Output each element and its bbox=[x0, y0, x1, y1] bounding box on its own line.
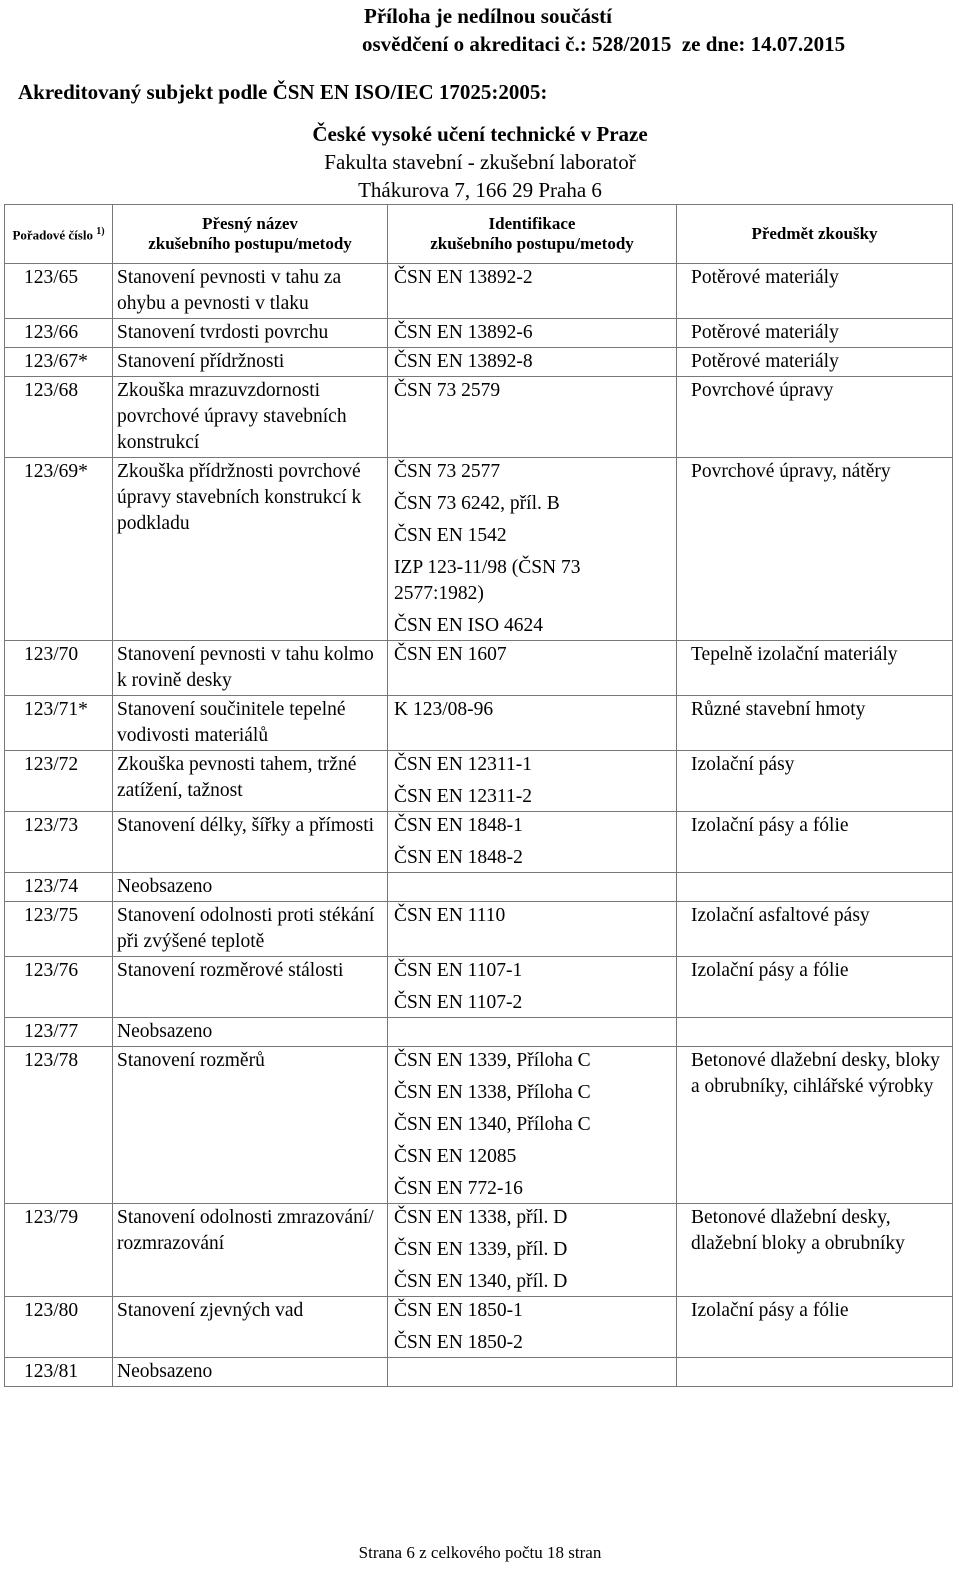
test-name: Zkouška mrazuvzdornosti povrchové úpravy stavebních konstrukcí bbox=[113, 377, 388, 458]
method-identification bbox=[388, 348, 677, 377]
test-name: Stanovení pevnosti v tahu za ohybu a pevnosti v tlaku bbox=[113, 264, 388, 319]
column-header-name-line1: Přesný název bbox=[202, 214, 298, 233]
row-number: 123/68 bbox=[5, 377, 113, 458]
method-identification bbox=[388, 812, 677, 873]
method-standard: ČSN EN 1339, Příloha C bbox=[394, 1050, 591, 1071]
method-standard: IZP 123-11/98 (ČSN 73 2577:1982) bbox=[394, 557, 581, 604]
table-row bbox=[5, 902, 953, 957]
method-standard: ČSN EN 1850-2 bbox=[394, 1332, 523, 1353]
column-header-subject: Předmět zkoušky bbox=[677, 205, 953, 264]
row-number: 123/78 bbox=[5, 1047, 113, 1204]
test-name: Stanovení součinitele tepelné vodivosti materiálů bbox=[113, 696, 388, 751]
method-standard: ČSN EN 12311-2 bbox=[394, 786, 532, 807]
column-header-number-label: Pořadové číslo bbox=[12, 227, 93, 243]
faculty-name: Fakulta stavební - zkušební laboratoř bbox=[324, 150, 636, 174]
test-name: Neobsazeno bbox=[113, 1018, 388, 1047]
method-standard: ČSN EN 1338, Příloha C bbox=[394, 1082, 591, 1103]
method-identification bbox=[388, 1204, 677, 1297]
table-row bbox=[5, 641, 953, 696]
table-row bbox=[5, 696, 953, 751]
method-identification bbox=[388, 696, 677, 751]
column-header-number bbox=[5, 205, 113, 264]
method-standard: ČSN 73 6242, příl. B bbox=[394, 493, 560, 514]
table-row bbox=[5, 1358, 953, 1387]
method-standard: ČSN EN ISO 4624 bbox=[394, 615, 543, 636]
table-row bbox=[5, 1018, 953, 1047]
row-number: 123/70 bbox=[5, 641, 113, 696]
row-number: 123/74 bbox=[5, 873, 113, 902]
method-standard: ČSN 73 2579 bbox=[394, 380, 501, 401]
test-name: Stanovení přídržnosti bbox=[113, 348, 388, 377]
row-number: 123/72 bbox=[5, 751, 113, 812]
row-number: 123/65 bbox=[5, 264, 113, 319]
accreditation-table bbox=[4, 204, 953, 1387]
method-standard: ČSN EN 1542 bbox=[394, 525, 507, 546]
method-identification bbox=[388, 319, 677, 348]
institution-block bbox=[0, 120, 960, 204]
row-number: 123/76 bbox=[5, 957, 113, 1018]
test-subject: Povrchové úpravy bbox=[677, 377, 953, 458]
accredited-subject: Akreditovaný subjekt podle ČSN EN ISO/IEC 17025:2005: bbox=[18, 80, 548, 104]
test-subject: Potěrové materiály bbox=[677, 319, 953, 348]
test-subject: Izolační pásy bbox=[677, 751, 953, 812]
method-standard: K 123/08-96 bbox=[394, 699, 494, 720]
row-number: 123/66 bbox=[5, 319, 113, 348]
column-header-name-line2: zkušebního postupu/metody bbox=[148, 234, 352, 253]
method-standard: ČSN EN 1107-1 bbox=[394, 960, 523, 981]
table-row bbox=[5, 377, 953, 458]
method-standard: ČSN EN 12085 bbox=[394, 1146, 517, 1167]
table-row bbox=[5, 458, 953, 641]
method-identification bbox=[388, 1047, 677, 1204]
table-row bbox=[5, 1204, 953, 1297]
table-header-row bbox=[5, 205, 953, 264]
row-number: 123/71* bbox=[5, 696, 113, 751]
test-name: Stanovení pevnosti v tahu kolmo k rovině desky bbox=[113, 641, 388, 696]
table-row bbox=[5, 348, 953, 377]
test-subject: Izolační pásy a fólie bbox=[677, 1297, 953, 1358]
row-number: 123/80 bbox=[5, 1297, 113, 1358]
test-name: Zkouška pevnosti tahem, tržné zatížení, tažnost bbox=[113, 751, 388, 812]
row-number: 123/73 bbox=[5, 812, 113, 873]
institution-name: České vysoké učení technické v Praze bbox=[312, 122, 648, 146]
column-header-name bbox=[113, 205, 388, 264]
method-identification bbox=[388, 641, 677, 696]
method-identification bbox=[388, 264, 677, 319]
test-name: Stanovení odolnosti zmrazování/ rozmrazování bbox=[113, 1204, 388, 1297]
table-row bbox=[5, 1047, 953, 1204]
row-number: 123/77 bbox=[5, 1018, 113, 1047]
test-name: Stanovení rozměrů bbox=[113, 1047, 388, 1204]
page-footer: Strana 6 z celkového počtu 18 stran bbox=[358, 1543, 602, 1562]
method-standard: ČSN EN 1850-1 bbox=[394, 1300, 523, 1321]
column-header-identification bbox=[388, 205, 677, 264]
test-subject: Izolační asfaltové pásy bbox=[677, 902, 953, 957]
table-row bbox=[5, 1297, 953, 1358]
test-subject: Povrchové úpravy, nátěry bbox=[677, 458, 953, 641]
method-standard: ČSN EN 1340, Příloha C bbox=[394, 1114, 591, 1135]
method-standard: ČSN EN 1340, příl. D bbox=[394, 1271, 568, 1292]
test-name: Stanovení délky, šířky a přímosti bbox=[113, 812, 388, 873]
table-row bbox=[5, 319, 953, 348]
method-identification bbox=[388, 957, 677, 1018]
test-subject: Různé stavební hmoty bbox=[677, 696, 953, 751]
method-identification bbox=[388, 1018, 677, 1047]
method-standard: ČSN EN 1339, příl. D bbox=[394, 1239, 568, 1260]
test-subject bbox=[677, 1018, 953, 1047]
annex-line-1: Příloha je nedílnou součástí bbox=[364, 4, 612, 28]
method-identification bbox=[388, 1358, 677, 1387]
test-name: Neobsazeno bbox=[113, 1358, 388, 1387]
test-subject: Potěrové materiály bbox=[677, 348, 953, 377]
method-standard: ČSN EN 1848-1 bbox=[394, 815, 523, 836]
method-standard: ČSN EN 13892-8 bbox=[394, 351, 533, 372]
test-name: Stanovení zjevných vad bbox=[113, 1297, 388, 1358]
method-standard: ČSN EN 772-16 bbox=[394, 1178, 523, 1199]
annex-line-2: osvědčení o akreditaci č.: 528/2015 ze dne: 14.07.2015 bbox=[362, 32, 846, 56]
annex-note bbox=[362, 2, 845, 58]
table-row bbox=[5, 264, 953, 319]
test-subject: Potěrové materiály bbox=[677, 264, 953, 319]
method-standard: ČSN EN 13892-6 bbox=[394, 322, 533, 343]
method-identification bbox=[388, 377, 677, 458]
row-number: 123/75 bbox=[5, 902, 113, 957]
method-standard: ČSN EN 1110 bbox=[394, 905, 506, 926]
method-standard: ČSN EN 1107-2 bbox=[394, 992, 523, 1013]
test-name: Stanovení odolnosti proti stékání při zvýšené teplotě bbox=[113, 902, 388, 957]
test-subject: Izolační pásy a fólie bbox=[677, 957, 953, 1018]
column-header-id-line2: zkušebního postupu/metody bbox=[430, 234, 634, 253]
method-identification bbox=[388, 873, 677, 902]
table-row bbox=[5, 873, 953, 902]
test-name: Zkouška přídržnosti povrchové úpravy stavebních konstrukcí k podkladu bbox=[113, 458, 388, 641]
method-identification bbox=[388, 751, 677, 812]
method-standard: ČSN 73 2577 bbox=[394, 461, 501, 482]
test-name: Stanovení tvrdosti povrchu bbox=[113, 319, 388, 348]
method-identification bbox=[388, 458, 677, 641]
column-header-id-line1: Identifikace bbox=[488, 214, 576, 233]
method-standard: ČSN EN 13892-2 bbox=[394, 267, 533, 288]
method-standard: ČSN EN 12311-1 bbox=[394, 754, 532, 775]
row-number: 123/81 bbox=[5, 1358, 113, 1387]
table-row bbox=[5, 957, 953, 1018]
test-subject bbox=[677, 1358, 953, 1387]
table-row bbox=[5, 812, 953, 873]
test-subject bbox=[677, 873, 953, 902]
test-subject: Tepelně izolační materiály bbox=[677, 641, 953, 696]
footnote-marker: 1) bbox=[96, 226, 105, 238]
test-subject: Izolační pásy a fólie bbox=[677, 812, 953, 873]
method-identification bbox=[388, 902, 677, 957]
row-number: 123/79 bbox=[5, 1204, 113, 1297]
test-subject: Betonové dlažební desky, dlažební bloky a obrubníky bbox=[677, 1204, 953, 1297]
row-number: 123/67* bbox=[5, 348, 113, 377]
method-standard: ČSN EN 1607 bbox=[394, 644, 507, 665]
table-row bbox=[5, 751, 953, 812]
method-standard: ČSN EN 1848-2 bbox=[394, 847, 523, 868]
institution-address: Thákurova 7, 166 29 Praha 6 bbox=[358, 178, 602, 202]
test-name: Neobsazeno bbox=[113, 873, 388, 902]
row-number: 123/69* bbox=[5, 458, 113, 641]
table-body bbox=[5, 264, 953, 1387]
method-standard: ČSN EN 1338, příl. D bbox=[394, 1207, 568, 1228]
method-identification bbox=[388, 1297, 677, 1358]
test-name: Stanovení rozměrové stálosti bbox=[113, 957, 388, 1018]
test-subject: Betonové dlažební desky, bloky a obrubníky, cihlářské výrobky bbox=[677, 1047, 953, 1204]
